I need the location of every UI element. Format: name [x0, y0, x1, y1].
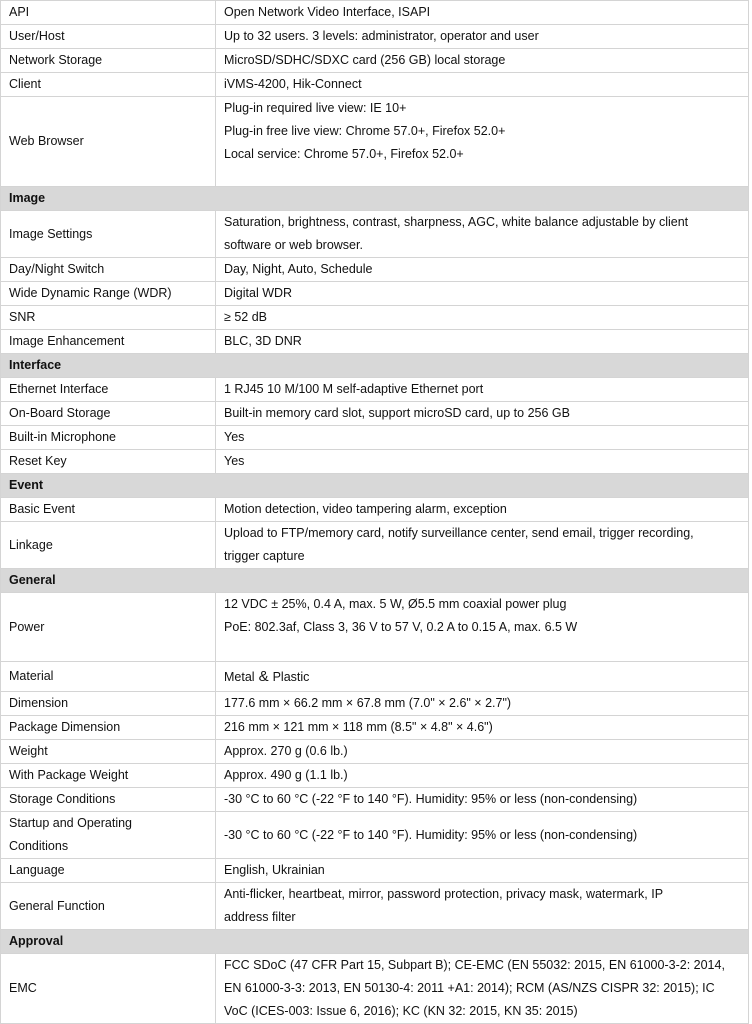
- spec-value: Open Network Video Interface, ISAPI: [216, 1, 749, 25]
- value-line: software or web browser.: [224, 238, 363, 252]
- spec-value: 216 mm × 121 mm × 118 mm (8.5" × 4.8" × 4.6"): [216, 716, 749, 740]
- table-row: [1, 330, 749, 354]
- spec-label: Wide Dynamic Range (WDR): [1, 282, 216, 306]
- spec-label: Weight: [1, 740, 216, 764]
- spec-label: Material: [1, 662, 216, 692]
- spec-label: SNR: [1, 306, 216, 330]
- spec-value: Up to 32 users. 3 levels: administrator, operator and user: [216, 25, 749, 49]
- spec-value: Motion detection, video tampering alarm, exception: [216, 498, 749, 522]
- value-line: EN 61000-3-3: 2013, EN 50130-4: 2011 +A1: 2014); RCM (AS/NZS CISPR 32: 2015); IC: [224, 981, 715, 995]
- spec-value: [216, 662, 749, 692]
- spec-value: 1 RJ45 10 M/100 M self-adaptive Ethernet port: [216, 378, 749, 402]
- section-header: Interface: [1, 354, 749, 378]
- spec-label: Reset Key: [1, 450, 216, 474]
- table-row: [1, 692, 749, 716]
- table-row: [1, 49, 749, 73]
- spec-label: General Function: [1, 883, 216, 930]
- spec-label: Ethernet Interface: [1, 378, 216, 402]
- material-b: Plastic: [272, 669, 310, 684]
- value-line: 12 VDC ± 25%, 0.4 A, max. 5 W, Ø5.5 mm coaxial power plug: [224, 597, 567, 611]
- table-row: [1, 25, 749, 49]
- section-header-row: [1, 187, 749, 211]
- value-line: Upload to FTP/memory card, notify surveillance center, send email, trigger recording,: [224, 526, 694, 540]
- value-line: Plug-in required live view: IE 10+: [224, 101, 407, 115]
- spec-value: Approx. 270 g (0.6 lb.): [216, 740, 749, 764]
- spec-value: Yes: [216, 450, 749, 474]
- spec-label: Network Storage: [1, 49, 216, 73]
- spec-label: Day/Night Switch: [1, 258, 216, 282]
- spec-value: iVMS-4200, Hik-Connect: [216, 73, 749, 97]
- table-row: [1, 73, 749, 97]
- spec-value: [216, 522, 749, 569]
- spec-value: [216, 883, 749, 930]
- spec-value: [216, 97, 749, 187]
- spec-label: Image Enhancement: [1, 330, 216, 354]
- value-line: trigger capture: [224, 549, 305, 563]
- spec-value: -30 °C to 60 °C (-22 °F to 140 °F). Humidity: 95% or less (non-condensing): [216, 812, 749, 859]
- spec-label: Basic Event: [1, 498, 216, 522]
- value-line: FCC SDoC (47 CFR Part 15, Subpart B); CE-EMC (EN 55032: 2015, EN 61000-3-2: 2014,: [224, 958, 725, 972]
- spec-label: Linkage: [1, 522, 216, 569]
- table-row: [1, 662, 749, 692]
- value-line: Plug-in free live view: Chrome 57.0+, Firefox 52.0+: [224, 124, 506, 138]
- section-header-row: [1, 930, 749, 954]
- spec-label: With Package Weight: [1, 764, 216, 788]
- spec-label: API: [1, 1, 216, 25]
- table-row: [1, 812, 749, 859]
- spec-value: ≥ 52 dB: [216, 306, 749, 330]
- spec-value: -30 °C to 60 °C (-22 °F to 140 °F). Humidity: 95% or less (non-condensing): [216, 788, 749, 812]
- spec-label: Dimension: [1, 692, 216, 716]
- spec-value: [216, 211, 749, 258]
- table-row: [1, 211, 749, 258]
- spec-value: [216, 954, 749, 1024]
- spec-value: Digital WDR: [216, 282, 749, 306]
- table-row: [1, 788, 749, 812]
- spec-label: EMC: [1, 954, 216, 1024]
- material-a: Metal: [224, 669, 255, 684]
- table-row: [1, 1, 749, 25]
- spec-value: English, Ukrainian: [216, 859, 749, 883]
- spec-label: Built-in Microphone: [1, 426, 216, 450]
- table-row: [1, 764, 749, 788]
- table-row: [1, 378, 749, 402]
- section-header: Image: [1, 187, 749, 211]
- spec-label: Language: [1, 859, 216, 883]
- table-row: [1, 97, 749, 187]
- table-row: [1, 498, 749, 522]
- value-line: Saturation, brightness, contrast, sharpness, AGC, white balance adjustable by client: [224, 215, 689, 229]
- spec-label: Storage Conditions: [1, 788, 216, 812]
- spec-value: BLC, 3D DNR: [216, 330, 749, 354]
- value-line: VoC (ICES-003: Issue 6, 2016); KC (KN 32: 2015, KN 35: 2015): [224, 1004, 578, 1018]
- spec-value: MicroSD/SDHC/SDXC card (256 GB) local storage: [216, 49, 749, 73]
- spec-value: Approx. 490 g (1.1 lb.): [216, 764, 749, 788]
- value-line: address filter: [224, 910, 296, 924]
- spec-value: Yes: [216, 426, 749, 450]
- spec-value: [216, 593, 749, 662]
- table-row: [1, 883, 749, 930]
- spec-value: Built-in memory card slot, support microSD card, up to 256 GB: [216, 402, 749, 426]
- section-header: Event: [1, 474, 749, 498]
- spec-value: 177.6 mm × 66.2 mm × 67.8 mm (7.0" × 2.6" × 2.7"): [216, 692, 749, 716]
- spec-label: User/Host: [1, 25, 216, 49]
- table-row: [1, 593, 749, 662]
- spec-label: Power: [1, 593, 216, 662]
- section-header-row: [1, 354, 749, 378]
- table-row: [1, 740, 749, 764]
- value-line: PoE: 802.3af, Class 3, 36 V to 57 V, 0.2 A to 0.15 A, max. 6.5 W: [224, 620, 578, 634]
- section-header-row: [1, 569, 749, 593]
- label-line: Startup and Operating: [9, 816, 132, 830]
- table-row: [1, 522, 749, 569]
- table-row: [1, 306, 749, 330]
- spec-label: Package Dimension: [1, 716, 216, 740]
- spec-label: Web Browser: [1, 97, 216, 187]
- value-line: Local service: Chrome 57.0+, Firefox 52.0+: [224, 147, 464, 161]
- table-row: [1, 859, 749, 883]
- section-header: General: [1, 569, 749, 593]
- spec-value: Day, Night, Auto, Schedule: [216, 258, 749, 282]
- table-row: [1, 282, 749, 306]
- table-row: [1, 258, 749, 282]
- spec-label: [1, 812, 216, 859]
- ampersand: &: [258, 667, 269, 685]
- table-row: [1, 426, 749, 450]
- table-row: [1, 402, 749, 426]
- section-header-row: [1, 474, 749, 498]
- section-header: Approval: [1, 930, 749, 954]
- table-row: [1, 450, 749, 474]
- spec-label: Image Settings: [1, 211, 216, 258]
- value-line: Anti-flicker, heartbeat, mirror, password protection, privacy mask, watermark, IP: [224, 887, 664, 901]
- spec-label: Client: [1, 73, 216, 97]
- label-line: Conditions: [9, 839, 69, 853]
- table-row: [1, 954, 749, 1024]
- spec-label: On-Board Storage: [1, 402, 216, 426]
- table-row: [1, 716, 749, 740]
